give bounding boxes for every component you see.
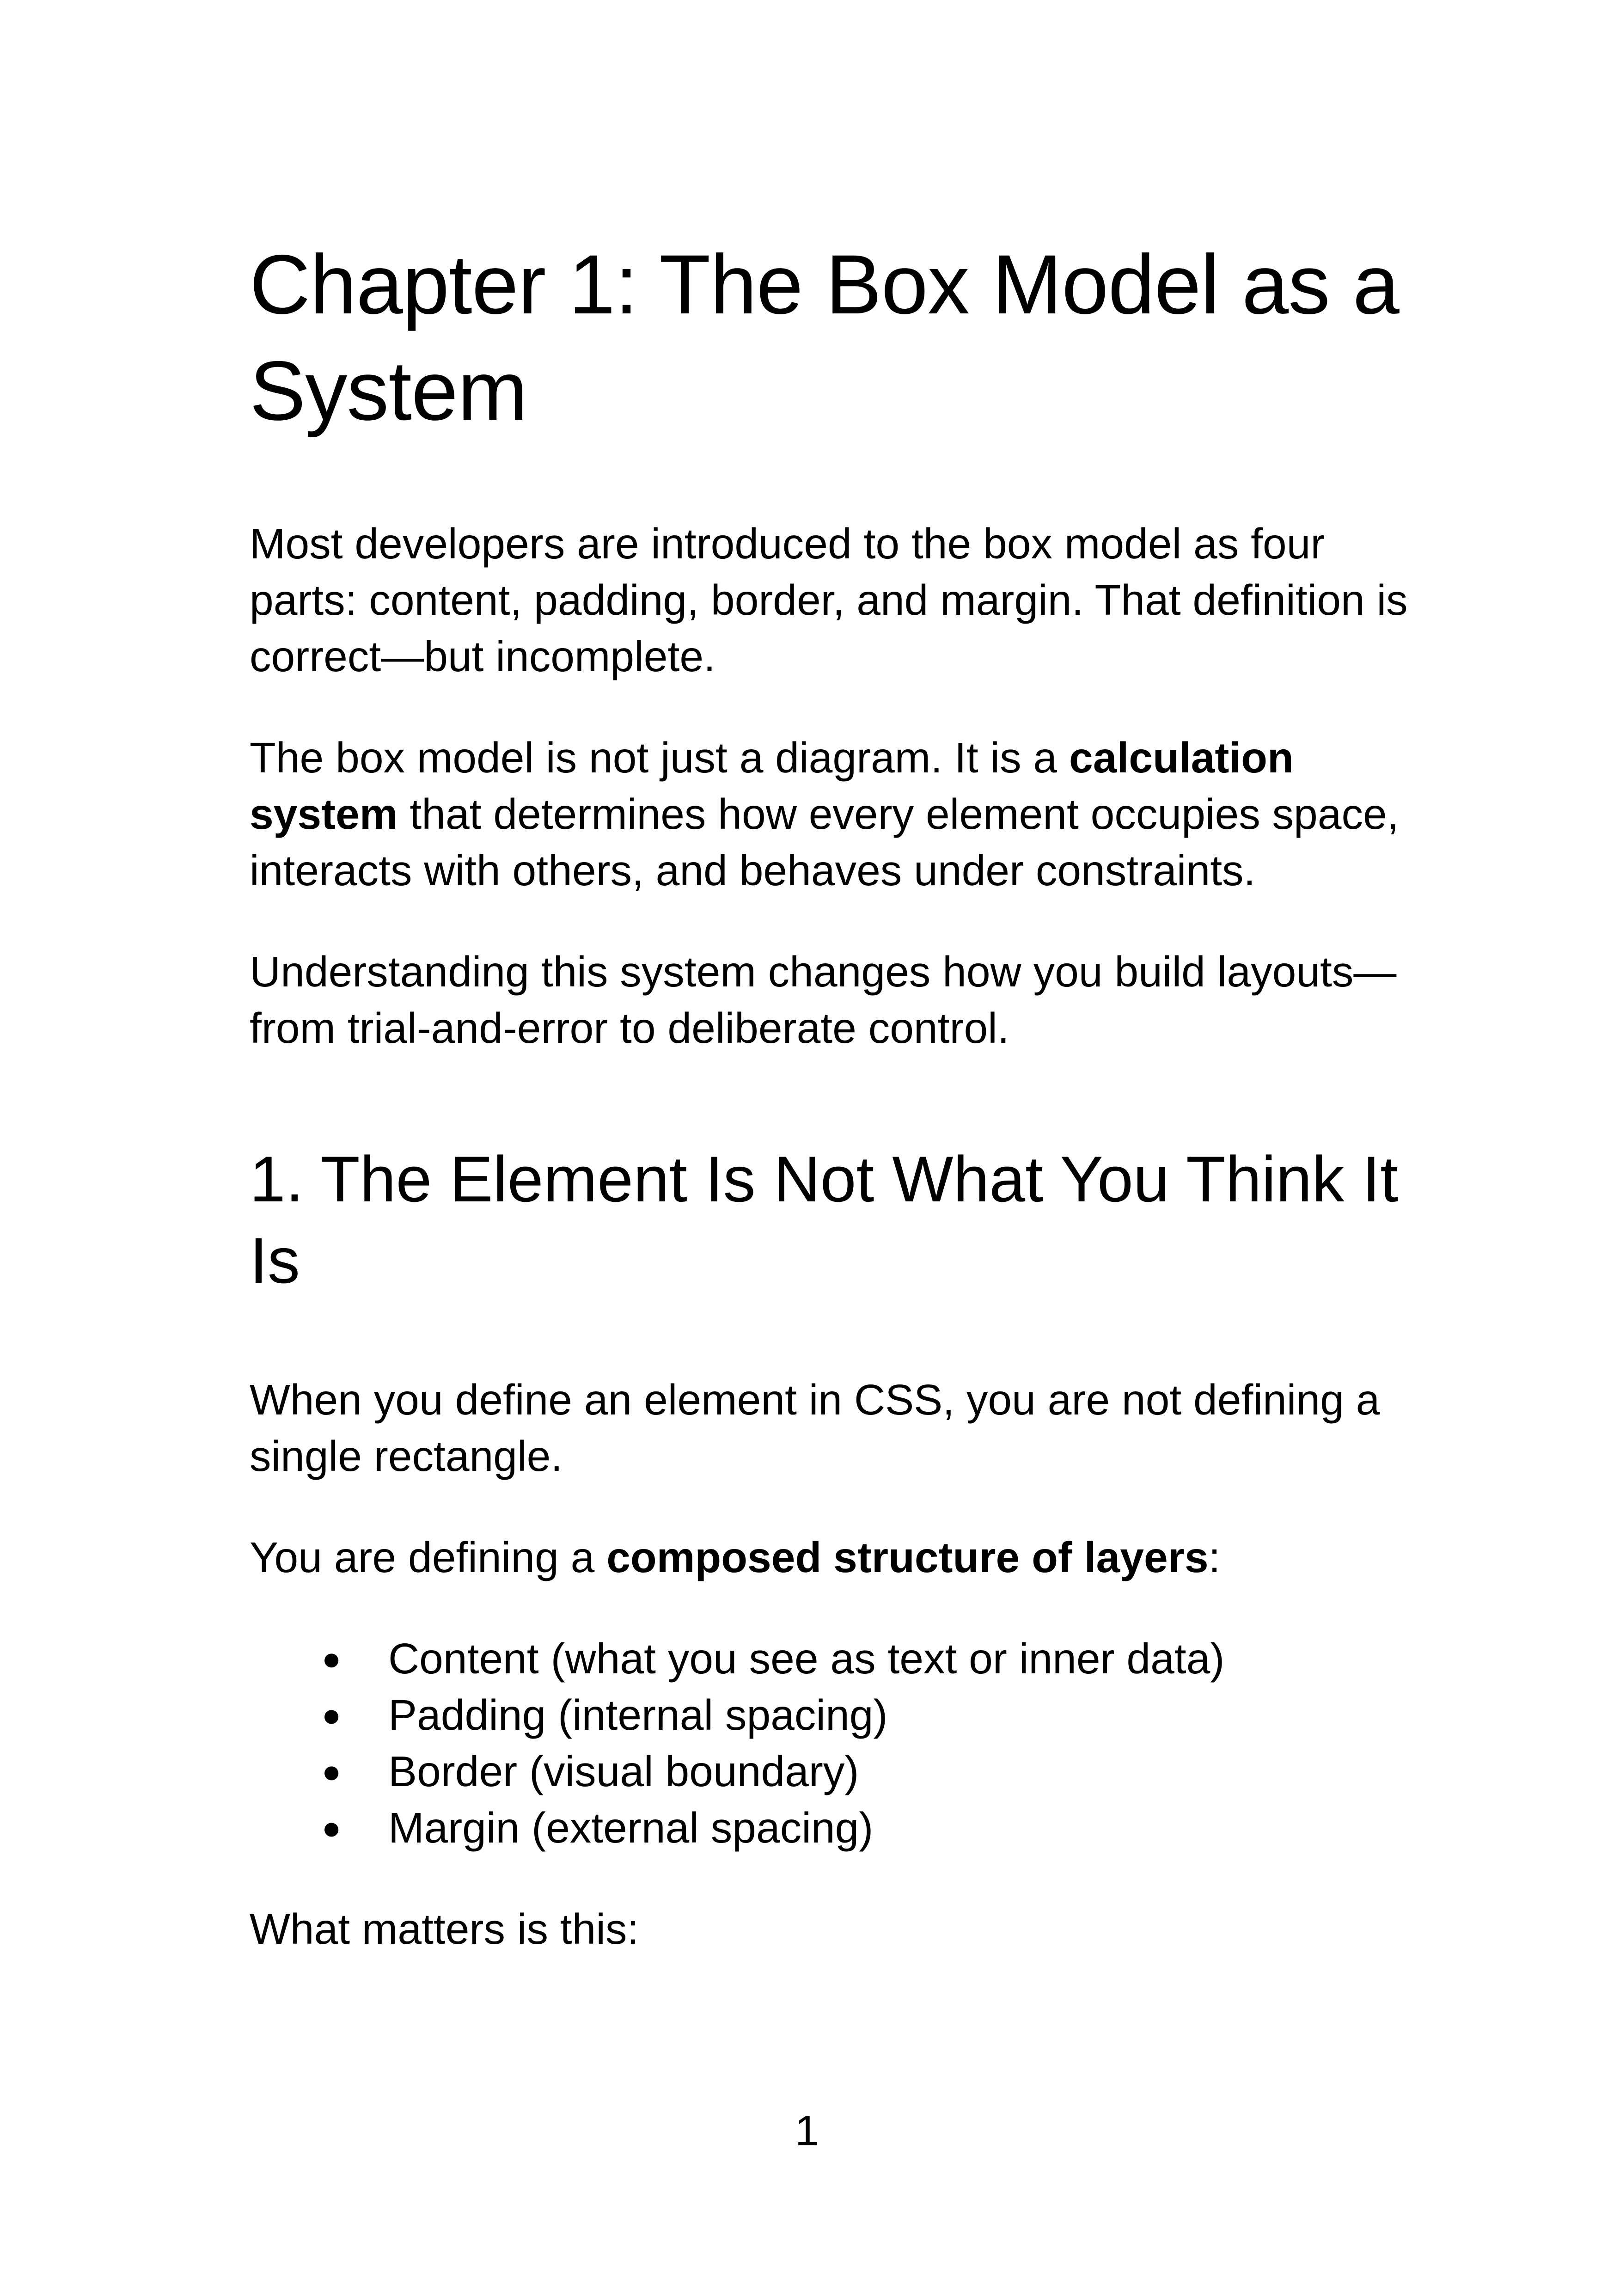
section-1-paragraph-2 [250, 1529, 1433, 1586]
intro-paragraph-3: Understanding this system changes how you build layouts—from trial-and-error to deliberate control. [250, 948, 1397, 1052]
page-content [250, 231, 1433, 1957]
list-item-text: Border (visual boundary) [388, 1747, 859, 1795]
bullet-icon: ● [322, 1753, 342, 1789]
list-item-text: Padding (internal spacing) [388, 1691, 888, 1739]
section-1-paragraph-1: When you define an element in CSS, you are not defining a single rectangle. [250, 1376, 1380, 1480]
intro-paragraph-1: Most developers are introduced to the box model as four parts: content, padding, border, and margin. That definition is correct—but incomplete. [250, 520, 1408, 680]
list-item-text: Content (what you see as text or inner data) [388, 1635, 1225, 1683]
section-1-heading: 1. The Element Is Not What You Think It Is [250, 1143, 1399, 1297]
chapter-title: Chapter 1: The Box Model as a System [250, 237, 1399, 438]
section-1-paragraph-2-text-start: You are defining a [250, 1533, 607, 1581]
calculation-system-emphasis: calculation system [250, 734, 1294, 838]
list-item-border [250, 1743, 1433, 1800]
bullet-icon: ● [322, 1697, 342, 1733]
list-item-text: Margin (external spacing) [388, 1804, 874, 1852]
section-1-paragraph-2-text-end: : [1208, 1533, 1221, 1581]
intro-paragraph-2 [250, 729, 1433, 899]
list-item-padding [250, 1687, 1433, 1743]
list-item-margin [250, 1800, 1433, 1856]
bullet-icon: ● [322, 1641, 342, 1677]
page-number: 1 [795, 2106, 819, 2155]
bullet-icon: ● [322, 1810, 342, 1846]
intro-paragraph-2-text-end: that determines how every element occupies space, interacts with others, and behaves under constraints. [250, 790, 1399, 894]
list-item-content [250, 1630, 1433, 1687]
composed-structure-emphasis: composed structure of layers [606, 1533, 1209, 1581]
intro-paragraph-2-text-start: The box model is not just a diagram. It is a [250, 734, 1069, 782]
box-model-layers-list [250, 1630, 1433, 1856]
section-1-paragraph-3: What matters is this: [250, 1905, 639, 1953]
